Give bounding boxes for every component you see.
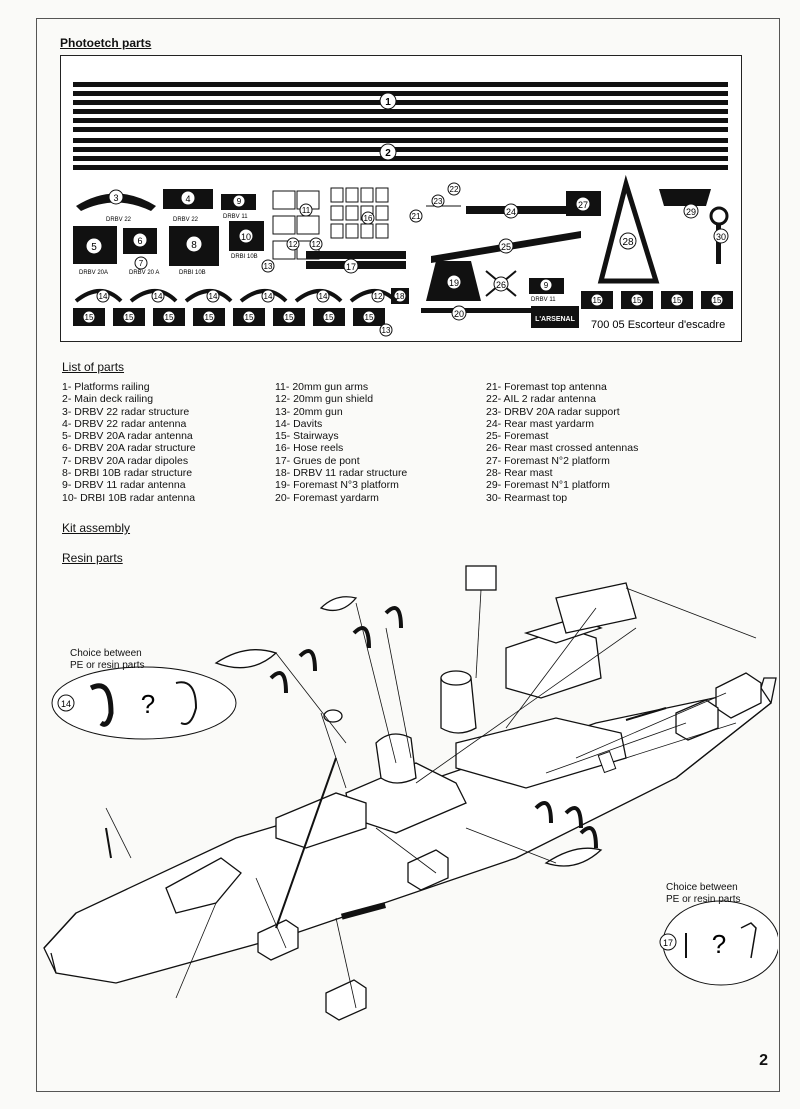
callout-right-part: 17 (662, 938, 674, 948)
part-item: 6- DRBV 20A radar structure (62, 442, 196, 455)
boat-3 (546, 848, 601, 866)
svg-text:9: 9 (236, 197, 242, 206)
svg-text:12: 12 (373, 292, 383, 301)
parts-list-col-3 (486, 381, 638, 504)
part-item: 18- DRBV 11 radar structure (275, 467, 408, 480)
svg-text:26: 26 (495, 280, 507, 290)
svg-text:15: 15 (364, 313, 374, 322)
part-item: 28- Rear mast (486, 467, 553, 480)
part-item: 11- 20mm gun arms (275, 381, 369, 393)
choice-callout-right: Choice between PE or resin parts (666, 882, 741, 905)
list-of-parts-title: List of parts (62, 360, 125, 374)
svg-text:DRBV 11: DRBV 11 (223, 214, 248, 220)
svg-text:15: 15 (712, 296, 722, 305)
svg-text:12: 12 (288, 240, 298, 249)
svg-text:15: 15 (324, 313, 334, 322)
part-30-rearmast-top (711, 208, 728, 264)
part-4-drbv22-antenna (163, 189, 213, 223)
svg-text:7: 7 (138, 259, 144, 268)
part-item: 5- DRBV 20A radar antenna (62, 430, 193, 443)
svg-text:15: 15 (592, 296, 602, 305)
part-7-drbv20a-dipoles (129, 257, 159, 276)
svg-text:27: 27 (577, 200, 589, 210)
part-10-drbi10b-antenna (229, 221, 264, 260)
part-item: 19- Foremast N°3 platform (275, 479, 399, 492)
deck-block (466, 566, 496, 590)
part-item: 30- Rearmast top (486, 491, 568, 504)
assembly-diagram (36, 528, 778, 1048)
parts-list-col-1 (62, 381, 196, 504)
svg-text:29: 29 (685, 207, 697, 217)
part-item: 2- Main deck railing (62, 393, 154, 406)
turret-aft-3 (326, 980, 366, 1020)
svg-text:20: 20 (453, 309, 465, 319)
svg-text:1: 1 (385, 97, 391, 108)
svg-text:15: 15 (284, 313, 294, 322)
svg-text:16: 16 (363, 214, 373, 223)
part-18-drbv11-structure (391, 288, 409, 304)
svg-text:14: 14 (318, 292, 328, 301)
question-mark-left: ? (140, 689, 156, 719)
part-item: 15- Stairways (275, 430, 339, 443)
product-text: 700 05 Escorteur d'escadre (591, 319, 726, 331)
photoetch-fret (60, 55, 742, 342)
choice-callout-left: Choice between PE or resin parts (70, 648, 145, 671)
part-item: 13- 20mm gun (275, 405, 343, 418)
svg-text:15: 15 (164, 313, 174, 322)
svg-text:DRBI 10B: DRBI 10B (231, 254, 258, 260)
part-28-rear-mast (601, 184, 656, 281)
part-2-main-deck-railing (73, 138, 728, 170)
part-27-foremast-n2-platform (566, 191, 601, 216)
part-3-drbv22-structure (76, 190, 156, 223)
svg-text:DRBV 20A: DRBV 20A (79, 270, 109, 276)
part-21-foremast-top-antenna (410, 210, 422, 222)
svg-text:13: 13 (263, 262, 273, 271)
svg-text:19: 19 (448, 278, 460, 288)
part-item: 29- Foremast N°1 platform (486, 479, 610, 492)
svg-text:25: 25 (500, 242, 512, 252)
svg-text:15: 15 (672, 296, 682, 305)
svg-text:DRBV 22: DRBV 22 (173, 217, 199, 223)
part-24-rear-mast-yardarm (466, 204, 576, 218)
fret-drawing (61, 56, 741, 341)
svg-text:8: 8 (191, 240, 197, 251)
svg-text:DRBV 20 A: DRBV 20 A (129, 270, 160, 276)
svg-text:22: 22 (449, 185, 459, 194)
svg-text:14: 14 (98, 292, 108, 301)
part-item: 3- DRBV 22 radar structure (62, 405, 190, 418)
part-29-foremast-n1-platform (659, 189, 711, 218)
part-5-drbv20a-antenna (73, 226, 117, 276)
svg-text:15: 15 (204, 313, 214, 322)
part-item: 12- 20mm gun shield (275, 393, 374, 406)
boat-2 (321, 597, 356, 611)
part-item: 1- Platforms railing (62, 381, 150, 393)
part-23-drbv20a-support (426, 195, 461, 207)
svg-text:24: 24 (505, 207, 517, 217)
part-9-drbv11-antenna (221, 194, 256, 220)
part-22-ail2-antenna (448, 183, 460, 195)
part-1-platforms-railing (73, 82, 728, 132)
svg-text:DRBI 10B: DRBI 10B (179, 270, 206, 276)
svg-text:15: 15 (124, 313, 134, 322)
svg-text:21: 21 (411, 212, 421, 221)
svg-text:4: 4 (185, 194, 191, 204)
page-number: 2 (759, 1052, 768, 1069)
part-25-foremast (431, 231, 581, 263)
svg-text:5: 5 (91, 242, 97, 253)
part-9-drbv11-antenna-b (529, 278, 564, 303)
part-item: 17- Grues de pont (275, 454, 360, 467)
svg-text:28: 28 (622, 237, 634, 248)
part-item: 22- AIL 2 radar antenna (486, 393, 596, 406)
svg-text:10: 10 (240, 232, 252, 242)
svg-text:12: 12 (311, 240, 321, 249)
part-14-davits (76, 291, 396, 301)
svg-text:14: 14 (263, 292, 273, 301)
question-mark-right: ? (711, 929, 727, 959)
svg-text:23: 23 (433, 197, 443, 206)
svg-text:2: 2 (385, 148, 391, 159)
part-16-hose-reels (331, 188, 388, 238)
part-item: 14- Davits (275, 417, 323, 430)
part-item: 25- Foremast (486, 430, 549, 443)
part-item: 21- Foremast top antenna (486, 381, 607, 393)
part-26-rear-mast-antennas (486, 271, 516, 296)
svg-text:3: 3 (113, 193, 119, 203)
part-item: 4- DRBV 22 radar antenna (62, 417, 187, 430)
svg-text:30: 30 (715, 232, 727, 242)
parts-list-col-2 (275, 381, 407, 504)
boat-1 (216, 650, 276, 668)
part-20-foremast-yardarm (421, 306, 531, 320)
photoetch-title: Photoetch parts (60, 36, 152, 50)
svg-text:15: 15 (244, 313, 254, 322)
svg-text:15: 15 (84, 313, 94, 322)
reel (324, 710, 342, 722)
svg-text:13: 13 (381, 326, 391, 335)
svg-text:18: 18 (395, 292, 405, 301)
part-6-drbv20a-structure (123, 228, 157, 254)
part-19-foremast-n3-platform (426, 261, 481, 301)
part-item: 20- Foremast yardarm (275, 491, 379, 504)
svg-text:11: 11 (301, 206, 311, 215)
part-item: 9- DRBV 11 radar antenna (62, 479, 186, 492)
callout-left-part: 14 (60, 699, 72, 709)
svg-text:14: 14 (208, 292, 218, 301)
svg-text:17: 17 (345, 262, 357, 272)
svg-text:DRBV 22: DRBV 22 (106, 217, 132, 223)
kit-assembly-title: Kit assembly (62, 521, 131, 535)
part-item: 7- DRBV 20A radar dipoles (62, 454, 189, 467)
svg-text:14: 14 (153, 292, 163, 301)
part-item: 27- Foremast N°2 platform (486, 454, 610, 467)
svg-text:9: 9 (543, 281, 549, 290)
part-item: 24- Rear mast yardarm (486, 417, 594, 430)
ship-exploded-view (36, 528, 778, 1048)
part-8-drbi10b-structure (169, 226, 219, 276)
brand-text: L'ARSENAL (535, 316, 575, 323)
part-item: 26- Rear mast crossed antennas (486, 442, 639, 455)
resin-parts-title: Resin parts (62, 551, 123, 565)
part-item: 8- DRBI 10B radar structure (62, 467, 193, 480)
part-item: 23- DRBV 20A radar support (486, 405, 620, 418)
svg-text:DRBV 11: DRBV 11 (531, 297, 556, 303)
part-item: 10- DRBI 10B radar antenna (62, 491, 196, 504)
part-item: 16- Hose reels (275, 442, 344, 455)
mast-base (376, 734, 416, 783)
svg-text:6: 6 (137, 236, 143, 246)
svg-text:15: 15 (632, 296, 642, 305)
